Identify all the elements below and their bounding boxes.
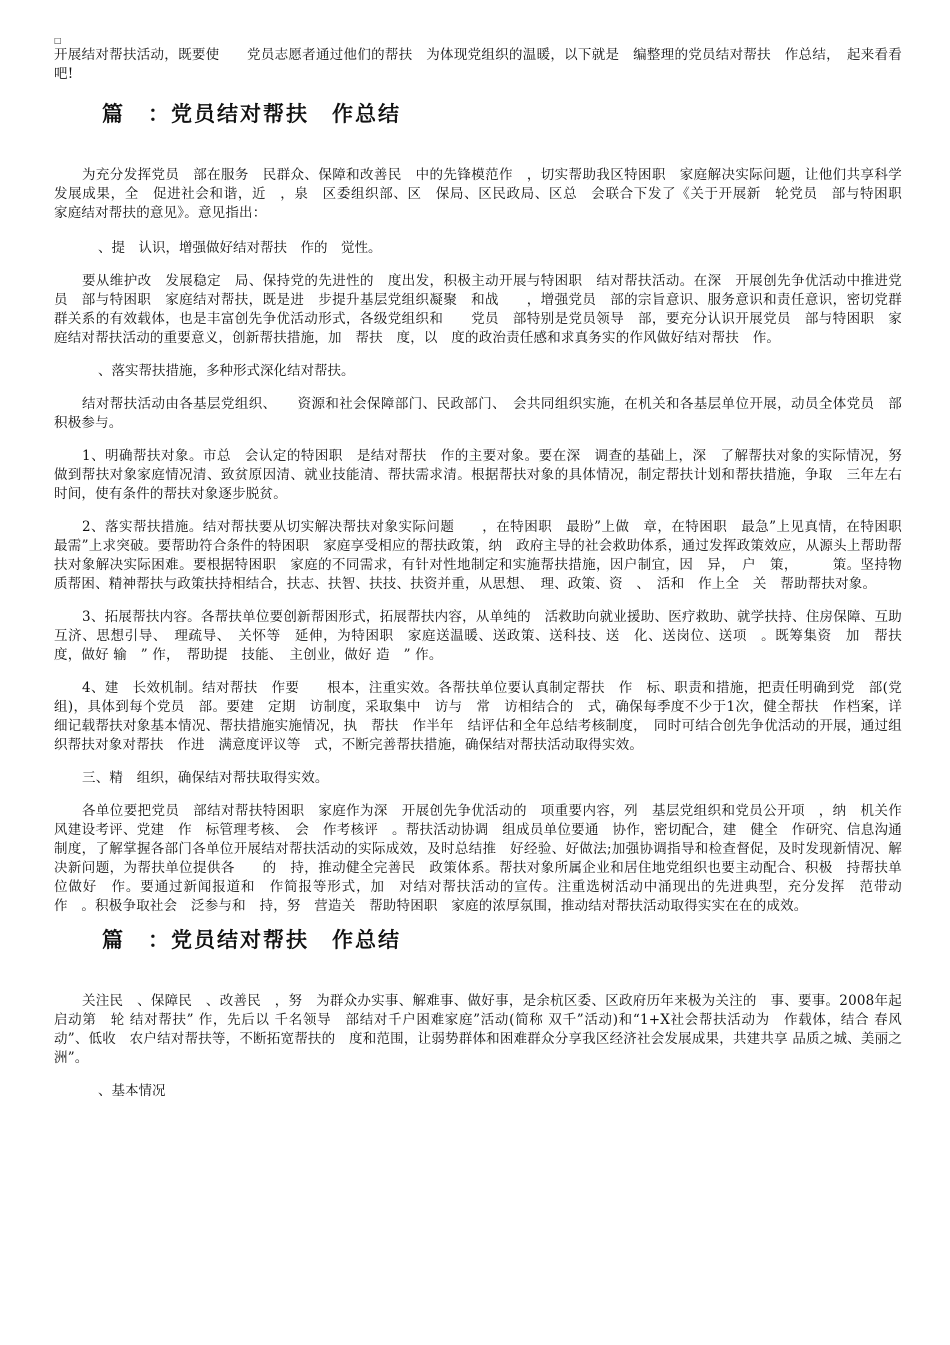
paragraph-6: 3、拓展帮扶内容。各帮扶单位要创新帮困形式，拓展帮扶内容，从单纯的 活救助向就业援助、医疗救助、就学扶持、住房保障、互助互济、思想引导、 理疏导、 关怀等 延伸，为特困职 家庭送温暖、送政策、送科技、送 化、送岗位、送项 。既筹集资 加 帮扶 度，做好 输 ” 作， 帮助提 技能、 主创业，做好 造 ” 作。	[54, 609, 916, 663]
section-heading-1: 篇 ：党员结对帮扶 作总结	[102, 101, 401, 126]
subheading-3: 三、精 组织，确保结对帮扶取得实效。	[82, 770, 329, 786]
document-page	[54, 36, 916, 1101]
paragraph-1: 为充分发挥党员 部在服务 民群众、保障和改善民 中的先锋模范作 ，切实帮助我区特困职 家庭解决实际问题，让他们共享科学发展成果，全 促进社会和谐，近 ，泉 区委组织部、区 保局、区民政局、区总 会联合下发了《关于开展新 轮党员 部与特困职 家庭结对帮扶的意见》。意见指出：	[54, 167, 916, 221]
intro-paragraph: 开展结对帮扶活动，既要使 党员志愿者通过他们的帮扶 为体现党组织的温暖，以下就是 编整理的党员结对帮扶 作总结， 起来看看吧!	[54, 47, 902, 82]
paragraph-4: 1、明确帮扶对象。市总 会认定的特困职 是结对帮扶 作的主要对象。要在深 调查的基础上，深 了解帮扶对象的实际情况，努 做到帮扶对象家庭情况清、致贫原因清、就业技能清、帮扶需求清。根据帮扶对象的具体情况，制定帮扶计划和帮扶措施，争取 三年左右时间，使有条件的帮扶对象逐步脱贫。	[54, 448, 916, 502]
subheading-4: 、基本情况	[98, 1083, 166, 1099]
paragraph-5: 2、落实帮扶措施。结对帮扶要从切实解决帮扶对象实际问题 ，在特困职 最盼”上做 章，在特困职 最急”上见真情，在特困职 最需”上求突破。要帮助符合条件的特困职 家庭享受相应的帮扶政策，纳 政府主导的社会救助体系，通过发挥政策效应，从源头上帮助帮扶对象解决实际困难。要根据特困职 家庭的不同需求，有针对性地制定和实施帮扶措施，因户制宜，因 异， 户 策， 策。坚持物质帮困、精神帮扶与政策扶持相结合，扶志、扶智、扶技、扶资并重，从思想、 理、政策、资 、 活和 作上全 关 帮助帮扶对象。	[54, 519, 916, 592]
section-heading-2: 篇 ：党员结对帮扶 作总结	[102, 927, 401, 952]
subheading-1: 、提 认识，增强做好结对帮扶 作的 觉性。	[98, 240, 382, 256]
paragraph-7: 4、建 长效机制。结对帮扶 作要 根本，注重实效。各帮扶单位要认真制定帮扶 作 标、职责和措施，把责任明确到党 部(党 组)，具体到每个党员 部。要建 定期 访制度，采取集中 访与 常 访相结合的 式，确保每季度不少于1次，健全帮扶 作档案，详细记载帮扶对象基本情况、帮扶措施实施情况，执 帮扶 作半年 结评估和全年总结考核制度， 同时可结合创先争优活动的开展，通过组织帮扶对象对帮扶 作进 满意度评议等 式，不断完善帮扶措施，确保结对帮扶活动取得实效。	[54, 680, 916, 753]
subheading-2: 、落实帮扶措施，多种形式深化结对帮扶。	[98, 363, 355, 379]
paragraph-9: 关注民 、保障民 、改善民 ，努 为群众办实事、解难事、做好事，是余杭区委、区政府历年来极为关注的 事、要事。2008年起启动第 轮 结对帮扶” 作，先后以 千名领导 部结对千户困难家庭”活动(简称 双千”活动)和“1+X社会帮扶活动为 作载体，结合 春风 动”、低收 农户结对帮扶等，不断拓宽帮扶的 度和范围，让弱势群体和困难群众分享我区经济社会发展成果，共建共享 品质之城、美丽之洲”。	[54, 993, 916, 1066]
bullet-marker: □	[54, 36, 62, 45]
paragraph-2: 要从维护改 发展稳定 局、保持党的先进性的 度出发，积极主动开展与特困职 结对帮扶活动。在深 开展创先争优活动中推进党员 部与特困职 家庭结对帮扶，既是进 步提升基层党组织凝聚 和战 ，增强党员 部的宗旨意识、服务意识和责任意识，密切党群 群关系的有效载体，也是丰富创先争优活动形式，各级党组织和 党员 部特别是党员领导 部，要充分认识开展党员 部与特困职 家庭结对帮扶活动的重要意义，创新帮扶措施，加 帮扶 度，以 度的政治责任感和求真务实的作风做好结对帮扶 作。	[54, 273, 916, 346]
paragraph-3: 结对帮扶活动由各基层党组织、 资源和社会保障部门、民政部门、 会共同组织实施，在机关和各基层单位开展，动员全体党员 部积极参与。	[54, 396, 902, 431]
paragraph-8: 各单位要把党员 部结对帮扶特困职 家庭作为深 开展创先争优活动的 项重要内容，列 基层党组织和党员公开项 ，纳 机关作风建设考评、党建 作 标管理考核、 会 作考核评 。帮扶活动协调 组成员单位要通 协作，密切配合，建 健全 作研究、信息沟通制度，了解掌握各部门各单位开展结对帮扶活动的实际成效，及时总结推 好经验、好做法;加强协调指导和检查督促，及时发现新情况、解决新问题，为帮扶单位提供各 的 持，推动健全完善民 政策体系。帮扶对象所属企业和居住地党组织也要主动配合、积极 持帮扶单位做好 作。要通过新闻报道和 作简报等形式，加 对结对帮扶活动的宣传。注重选树活动中涌现出的先进典型，充分发挥 范带动作 。积极争取社会 泛参与和 持，努 营造关 帮助特困职 家庭的浓厚氛围，推动结对帮扶活动取得实实在在的成效。	[54, 803, 902, 914]
